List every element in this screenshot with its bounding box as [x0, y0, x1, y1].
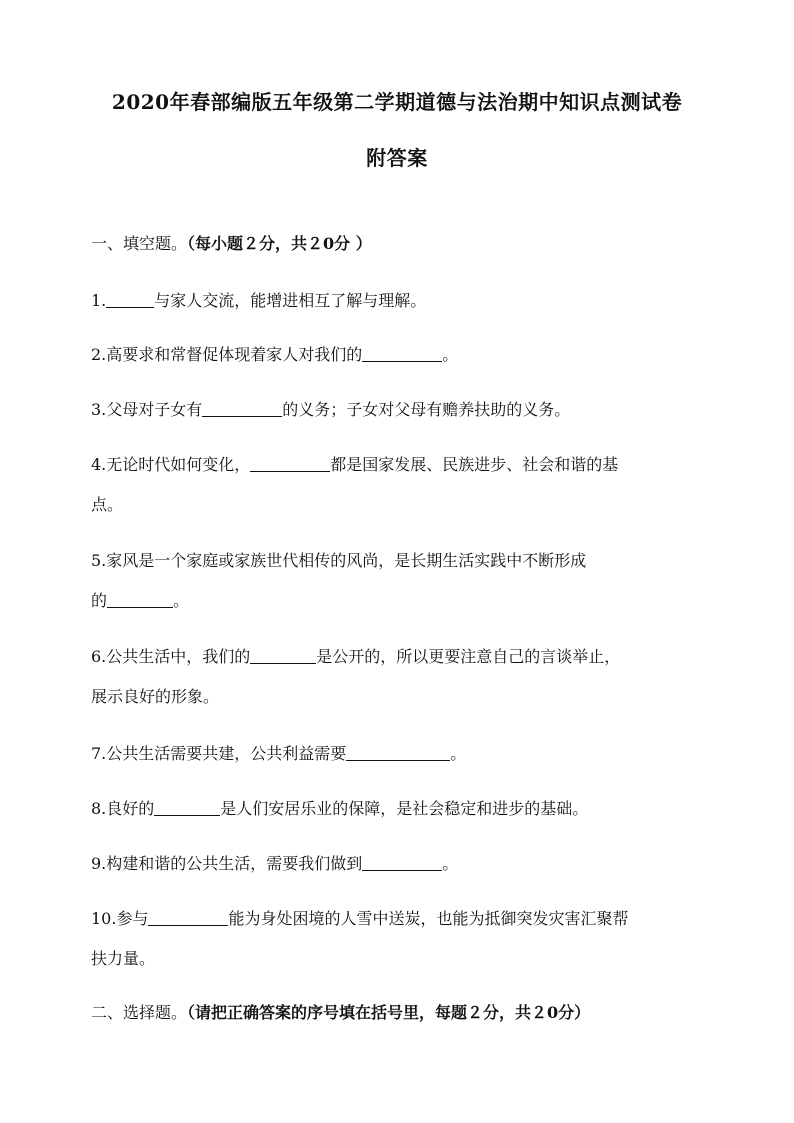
question-number: 1. [91, 291, 107, 310]
question-number: 6. [91, 647, 107, 666]
section-title: 二、选择题。 [91, 1003, 188, 1022]
answer-blank[interactable] [154, 799, 220, 816]
question-text: 高要求和常督促体现着家人对我们的 [106, 345, 363, 364]
question-6 [91, 646, 711, 668]
question-7 [91, 743, 711, 765]
question-number: 10. [91, 909, 117, 928]
question-text: 的 [91, 591, 108, 610]
question-text-end: 。 [442, 854, 459, 873]
question-number: 3. [91, 400, 107, 419]
question-text-end: 是公开的，所以更要注意自己的言谈举止， [316, 647, 621, 666]
question-4-continued: 点。 [91, 495, 124, 514]
question-10-continued: 扶力量。 [91, 949, 156, 968]
answer-blank[interactable] [346, 744, 450, 761]
question-text: 公共生活中，我们的 [106, 647, 251, 666]
question-9 [91, 853, 711, 875]
question-6-continued: 展示良好的形象。 [91, 687, 220, 706]
answer-blank[interactable] [106, 291, 154, 308]
question-text-end: 能为身处困境的人雪中送炭，也能为抵御突发灾害汇聚帮 [228, 909, 629, 928]
answer-blank[interactable] [250, 647, 316, 664]
question-text: 良好的 [106, 799, 155, 818]
question-text: 无论时代如何变化， [106, 455, 251, 474]
answer-blank[interactable] [362, 345, 442, 362]
question-number: 7. [91, 744, 107, 763]
question-text: 父母对子女有 [106, 400, 203, 419]
question-text-end: 的义务；子女对父母有赡养扶助的义务。 [282, 400, 571, 419]
question-2 [91, 344, 711, 366]
question-number: 8. [91, 799, 107, 818]
question-number: 5. [91, 551, 107, 570]
question-number: 9. [91, 854, 107, 873]
section-note: （每小题２分，共２0分 ） [187, 234, 372, 253]
question-text-end: 是人们安居乐业的保障，是社会稳定和进步的基础。 [220, 799, 589, 818]
answer-blank[interactable] [148, 909, 228, 926]
question-10 [91, 908, 711, 930]
question-text: 公共生活需要共建，公共利益需要 [106, 744, 347, 763]
question-text: 家风是一个家庭或家族世代相传的风尚，是长期生活实践中不断形成 [106, 551, 587, 570]
question-text: 参与 [116, 909, 149, 928]
answer-blank[interactable] [362, 854, 442, 871]
question-3 [91, 399, 711, 421]
question-text-end: 。 [450, 744, 467, 763]
question-number: 2. [91, 345, 107, 364]
section-note: （请把正确答案的序号填在括号里，每题２分，共２0分） [187, 1003, 591, 1022]
question-text: 与家人交流，能增进相互了解与理解。 [154, 291, 427, 310]
section-fill-in-heading [91, 233, 372, 255]
question-text-end: 都是国家发展、民族进步、社会和谐的基 [330, 455, 619, 474]
question-text-end: 。 [173, 591, 190, 610]
page-title: 2020年春部编版五年级第二学期道德与法治期中知识点测试卷 [111, 90, 683, 114]
question-5-continued [91, 590, 711, 612]
page-subtitle: 附答案 [366, 146, 428, 170]
question-4 [91, 454, 711, 476]
section-choice-heading [91, 1002, 590, 1024]
answer-blank[interactable] [107, 591, 173, 608]
question-5 [91, 550, 711, 572]
answer-blank[interactable] [250, 455, 330, 472]
question-1 [91, 290, 711, 312]
question-8 [91, 798, 711, 820]
question-text-end: 。 [442, 345, 459, 364]
answer-blank[interactable] [202, 400, 282, 417]
question-number: 4. [91, 455, 107, 474]
question-text: 构建和谐的公共生活，需要我们做到 [106, 854, 363, 873]
section-title: 一、填空题。 [91, 234, 188, 253]
